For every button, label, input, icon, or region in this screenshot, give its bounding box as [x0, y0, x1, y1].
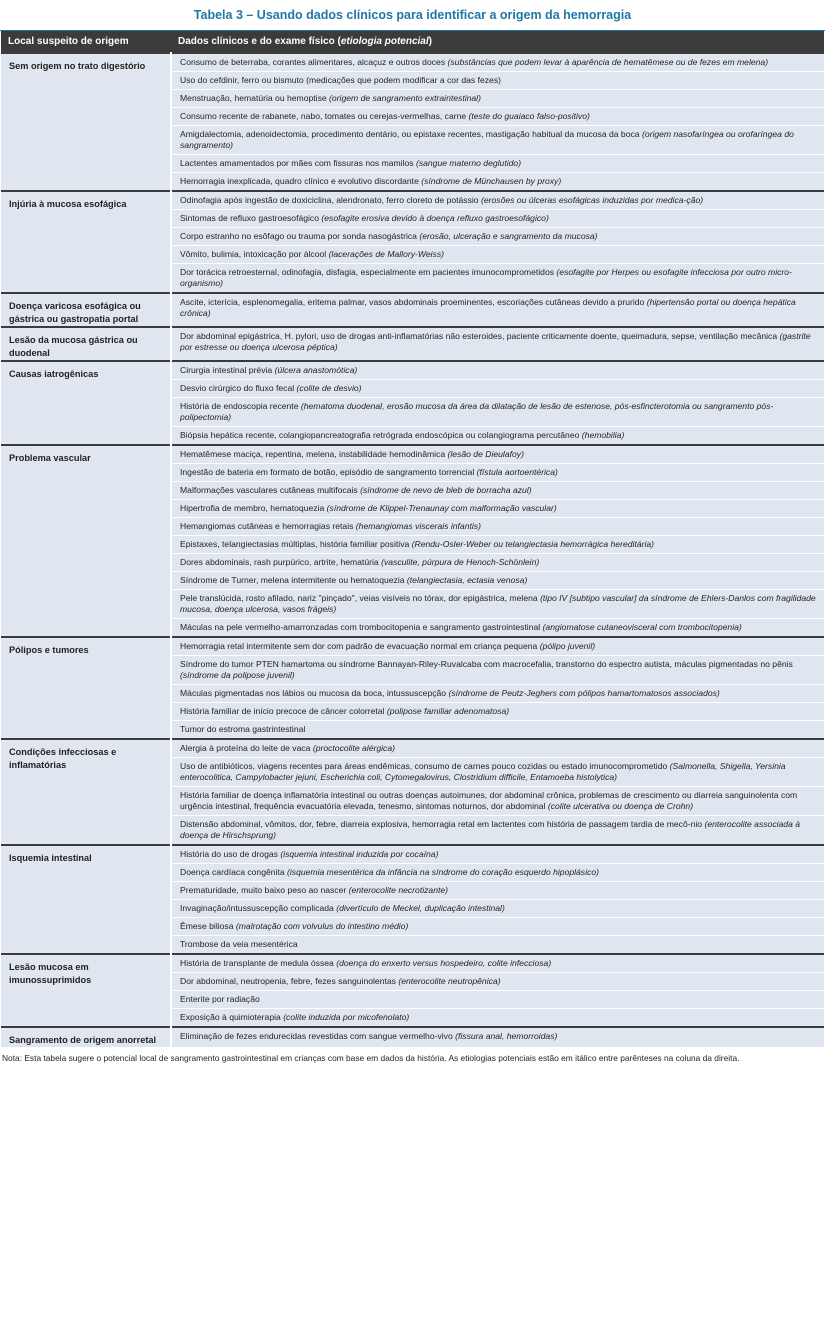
clinical-data-cell — [171, 703, 824, 721]
potential-etiology-text: (proctocolite alérgica) — [312, 743, 395, 753]
clinical-finding-text: Dores abdominais, rash purpúrico, artrite, hematúria — [180, 557, 382, 567]
clinical-data-cell — [171, 685, 824, 703]
clinical-finding-text: Exposição à quimioterapia — [180, 1012, 284, 1022]
clinical-data-cell — [171, 758, 824, 787]
potential-etiology-text: (sangue materno deglutido) — [415, 158, 522, 168]
potential-etiology-text: (isquemia mesentérica da infância na síndrome do coração esquerdo hipoplásico) — [287, 867, 599, 877]
potential-etiology-text: (síndrome de Münchausen by proxy) — [421, 176, 562, 186]
clinical-finding-text: Hipertrofia de membro, hematoquezia — [180, 503, 327, 513]
clinical-finding-text: Vômito, bulimia, intoxicação por álcool — [180, 249, 329, 259]
clinical-data-cell — [171, 572, 824, 590]
clinical-data-cell — [171, 500, 824, 518]
clinical-data-cell — [171, 739, 824, 758]
clinical-data-cell — [171, 246, 824, 264]
potential-etiology-text: (esofagite por Herpes ou esofagite infecciosa por outro micro-organismo) — [180, 267, 792, 288]
clinical-finding-text: História de transplante de medula óssea — [180, 958, 337, 968]
clinical-data-cell — [171, 482, 824, 500]
clinical-data-cell — [171, 126, 824, 155]
clinical-finding-text: Síndrome de Turner, melena intermitente ou hematoquezia — [180, 575, 407, 585]
suspected-site-cell: Pólipos e tumores — [1, 637, 171, 739]
clinical-finding-text: Cirurgia intestinal prévia — [180, 365, 275, 375]
clinical-data-cell — [171, 191, 824, 210]
clinical-data-cell — [171, 900, 824, 918]
potential-etiology-text: (Salmonella, Shigella, Yersinia enterocolitica, Campylobacter jejuni, Escherichia coli, Cytomegalovirus, Clostridium difficile, Entamoeba histolytica) — [180, 761, 786, 782]
clinical-data-cell — [171, 327, 824, 361]
table-body — [1, 53, 824, 1047]
potential-etiology-text: (vasculite, púrpura de Henoch-Schönlein) — [381, 557, 540, 567]
suspected-site-cell: Lesão da mucosa gástrica ou duodenal — [1, 327, 171, 361]
potential-etiology-text: (esofagite erosiva devido à doença refluxo gastroesofágico) — [321, 213, 549, 223]
table-header-row — [1, 31, 824, 53]
clinical-finding-text: Dor abdominal, neutropenia, febre, fezes sanguinolentas — [180, 976, 399, 986]
clinical-finding-text: Tumor do estroma gastrintestinal — [180, 724, 306, 734]
clinical-data-cell — [171, 590, 824, 619]
potential-etiology-text: (malrotação com volvulus do intestino médio) — [235, 921, 409, 931]
header-close-paren: ) — [428, 36, 432, 47]
clinical-finding-text: Doença cardíaca congênita — [180, 867, 288, 877]
clinical-data-cell — [171, 90, 824, 108]
clinical-finding-text: Eliminação de fezes endurecidas revestidas com sangue vermelho-vivo — [180, 1031, 456, 1041]
table-row — [1, 361, 824, 380]
clinical-data-cell — [171, 864, 824, 882]
potential-etiology-text: (origem nasofaríngea ou orofaríngea do sangramento) — [180, 129, 794, 150]
potential-etiology-text: (tipo IV [subtipo vascular] da síndrome de Ehlers-Danlos com fragilidade mucosa, doença ulcerosa, vasos frágeis) — [180, 593, 816, 614]
clinical-finding-text: Dor torácica retroesternal, odinofagia, disfagia, especialmente em pacientes imunocomprometidos — [180, 267, 557, 277]
clinical-finding-text: Menstruação, hematúria ou hemoptise — [180, 93, 330, 103]
clinical-data-cell — [171, 845, 824, 864]
clinical-finding-text: Amigdalectomia, adenoidectomia, procedimento dentário, ou epistaxe recentes, mastigação habitual da mucosa da boca — [180, 129, 642, 139]
clinical-data-cell — [171, 637, 824, 656]
potential-etiology-text: (enterocolite necrotizante) — [348, 885, 448, 895]
clinical-data-cell — [171, 398, 824, 427]
potential-etiology-text: (divertículo de Meckel, duplicação intestinal) — [336, 903, 505, 913]
potential-etiology-text: (síndrome de nevo de bleb de borracha azul) — [360, 485, 532, 495]
clinical-finding-text: Distensão abdominal, vômitos, dor, febre, diarreia explosiva, hemorragia retal em lactentes com história de passagem tardia de mecô-nio — [180, 819, 705, 829]
potential-etiology-text: (fissura anal, hemorroidas) — [455, 1031, 558, 1041]
table-title: Tabela 3 – Usando dados clínicos para identificar a origem da hemorragia — [0, 0, 825, 31]
clinical-finding-text: Êmese biliosa — [180, 921, 236, 931]
potential-etiology-text: (enterocolite neutropênica) — [398, 976, 501, 986]
clinical-finding-text: História do uso de drogas — [180, 849, 281, 859]
potential-etiology-text: (colite ulcerativa ou doença de Crohn) — [547, 801, 694, 811]
table-row — [1, 954, 824, 973]
header-clinical-data — [171, 31, 824, 53]
potential-etiology-text: (hipertensão portal ou doença hepática crônica) — [180, 297, 796, 318]
header-etiology-text: etiologia potencial — [340, 36, 429, 47]
clinical-finding-text: Ingestão de bateria em formato de botão, episódio de sangramento torrencial — [180, 467, 477, 477]
clinical-finding-text: Hemorragia retal intermitente sem dor com padrão de evacuação normal em criança pequena — [180, 641, 540, 651]
potential-etiology-text: (erosão, ulceração e sangramento da mucosa) — [419, 231, 598, 241]
clinical-data-cell — [171, 445, 824, 464]
clinical-data-cell — [171, 973, 824, 991]
clinical-data-cell — [171, 210, 824, 228]
potential-etiology-text: (hemangiomas viscerais infantis) — [355, 521, 481, 531]
table-row — [1, 739, 824, 758]
clinical-data-cell — [171, 1027, 824, 1047]
potential-etiology-text: (fístula aortoentérica) — [476, 467, 558, 477]
clinical-data-cell — [171, 721, 824, 740]
potential-etiology-text: (hemobilia) — [581, 430, 625, 440]
clinical-data-table — [1, 31, 824, 1047]
suspected-site-cell: Lesão mucosa em imunossuprimidos — [1, 954, 171, 1027]
clinical-finding-text: Alergia à proteína do leite de vaca — [180, 743, 313, 753]
clinical-finding-text: Síndrome do tumor PTEN hamartoma ou síndrome Bannayan-Riley-Ruvalcaba com macrocefalia, transtorno do espectro autista, máculas pigmentadas no pênis — [180, 659, 793, 669]
clinical-data-cell — [171, 155, 824, 173]
potential-etiology-text: (colite de desvio) — [296, 383, 362, 393]
table-row — [1, 191, 824, 210]
potential-etiology-text: (úlcera anastomótica) — [274, 365, 358, 375]
header-suspected-site: Local suspeito de origem — [1, 31, 171, 53]
clinical-data-cell — [171, 464, 824, 482]
clinical-finding-text: Consumo de beterraba, corantes alimentares, alcaçuz e outros doces — [180, 57, 448, 67]
clinical-data-cell — [171, 816, 824, 846]
potential-etiology-text: (gastrite por estresse ou doença ulcerosa péptica) — [180, 331, 811, 352]
clinical-finding-text: Odinofagia após ingestão de doxiciclina, alendronato, ferro cloreto de potássio — [180, 195, 481, 205]
suspected-site-cell: Sangramento de origem anorretal — [1, 1027, 171, 1047]
table-note: Nota: Esta tabela sugere o potencial local de sangramento gastrointestinal em crianças com base em dados da história. As etiologias potenciais estão em itálico entre parênteses na coluna da direita. — [2, 1053, 740, 1063]
clinical-data-cell — [171, 656, 824, 685]
clinical-finding-text: Desvio cirúrgico do fluxo fecal — [180, 383, 297, 393]
clinical-data-cell — [171, 108, 824, 126]
potential-etiology-text: (isquemia intestinal induzida por cocaína) — [280, 849, 439, 859]
clinical-finding-text: Máculas na pele vermelho-amarronzadas com trombocitopenia e sangramento gastrointestinal — [180, 622, 543, 632]
clinical-data-cell — [171, 882, 824, 900]
clinical-data-cell — [171, 787, 824, 816]
clinical-data-cell — [171, 380, 824, 398]
table-row — [1, 53, 824, 72]
clinical-finding-text: Hemorragia inexplicada, quadro clínico e evolutivo discordante — [180, 176, 422, 186]
suspected-site-cell: Sem origem no trato digestório — [1, 53, 171, 191]
suspected-site-cell: Isquemia intestinal — [1, 845, 171, 954]
suspected-site-cell: Condições infecciosas e inflamatórias — [1, 739, 171, 845]
clinical-finding-text: História de endoscopia recente — [180, 401, 301, 411]
clinical-finding-text: Ascite, icterícia, esplenomegalia, eritema palmar, vasos abdominais proeminentes, escoriações cutâneas devido a prurido — [180, 297, 647, 307]
clinical-data-cell — [171, 954, 824, 973]
potential-etiology-text: (síndrome da polipose juvenil) — [180, 670, 295, 680]
suspected-site-cell: Causas iatrogênicas — [1, 361, 171, 445]
potential-etiology-text: (teste do guaiaco falso-positivo) — [468, 111, 590, 121]
clinical-finding-text: Uso do cefdinir, ferro ou bismuto (medicações que podem modificar a cor das fezes) — [180, 75, 501, 85]
clinical-data-cell — [171, 228, 824, 246]
potential-etiology-text: (lesão de Dieulafoy) — [447, 449, 524, 459]
clinical-finding-text: Máculas pigmentadas nos lábios ou mucosa da boca, intussuscepção — [180, 688, 449, 698]
clinical-finding-text: Corpo estranho no esôfago ou trauma por sonda nasogástrica — [180, 231, 420, 241]
table-row — [1, 845, 824, 864]
clinical-finding-text: Invaginação/intussuscepção complicada — [180, 903, 337, 913]
clinical-data-cell — [171, 619, 824, 638]
clinical-data-cell — [171, 173, 824, 192]
clinical-finding-text: Uso de antibióticos, viagens recentes para áreas endêmicas, consumo de carnes pouco cozidas ou estado imunocomprometido — [180, 761, 670, 771]
table-row — [1, 445, 824, 464]
clinical-finding-text: Enterite por radiação — [180, 994, 260, 1004]
table-row — [1, 293, 824, 327]
clinical-finding-text: Trombose da veia mesentérica — [180, 939, 298, 949]
potential-etiology-text: (hematoma duodenal, erosão mucosa da área da dilatação de lesão de estenose, pós-esfincterotomia ou sangramento pós-polipectomia) — [180, 401, 774, 422]
clinical-finding-text: Hematêmese maciça, repentina, melena, instabilidade hemodinâmica — [180, 449, 448, 459]
clinical-finding-text: História familiar de doença inflamatória intestinal ou outras doenças autoimunes, dor abdominal crônica, problemas de crescimento ou diarreia sanguinolenta com urgência intestinal, frequência evacuatória elevada, tenesmo, sintomas noturnos, dor abdominal — [180, 790, 798, 811]
table-row — [1, 327, 824, 361]
header-clinical-data-text: Dados clínicos e do exame físico ( — [178, 36, 341, 47]
potential-etiology-text: (erosões ou úlceras esofágicas induzidas por medica-ção) — [480, 195, 704, 205]
suspected-site-cell: Injúria à mucosa esofágica — [1, 191, 171, 293]
clinical-data-cell — [171, 264, 824, 294]
clinical-finding-text: Epistaxes, telangiectasias múltiplas, história familiar positiva — [180, 539, 412, 549]
clinical-finding-text: História familiar de início precoce de câncer colorretal — [180, 706, 387, 716]
clinical-finding-text: Malformações vasculares cutâneas multifocais — [180, 485, 361, 495]
table-row — [1, 1027, 824, 1047]
clinical-data-cell — [171, 518, 824, 536]
clinical-finding-text: Lactentes amamentados por mães com fissuras nos mamilos — [180, 158, 416, 168]
clinical-data-cell — [171, 293, 824, 327]
clinical-finding-text: Pele translúcida, rosto afilado, nariz "pinçado", veias visíveis no tórax, dor epigástrica, melena — [180, 593, 541, 603]
potential-etiology-text: (colite induzida por micofenolato) — [283, 1012, 410, 1022]
clinical-data-cell — [171, 427, 824, 446]
potential-etiology-text: (angiomatose cutaneovisceral com trombocitopenia) — [542, 622, 742, 632]
potential-etiology-text: (pólipo juvenil) — [539, 641, 596, 651]
potential-etiology-text: (substâncias que podem levar à aparência de hematêmese ou de fezes em melena) — [447, 57, 769, 67]
clinical-data-cell — [171, 918, 824, 936]
clinical-data-cell — [171, 554, 824, 572]
suspected-site-cell: Doença varicosa esofágica ou gástrica ou gastropatia portal — [1, 293, 171, 327]
clinical-data-cell — [171, 72, 824, 90]
clinical-data-cell — [171, 361, 824, 380]
potential-etiology-text: (enterocolite associada à doença de Hirschsprung) — [180, 819, 801, 840]
clinical-data-cell — [171, 936, 824, 955]
clinical-finding-text: Sintomas de refluxo gastroesofágico — [180, 213, 322, 223]
potential-etiology-text: (síndrome de Klippel-Trenaunay com malformação vascular) — [326, 503, 557, 513]
potential-etiology-text: (síndrome de Peutz-Jeghers com pólipos hamartomatosos associados) — [448, 688, 720, 698]
clinical-finding-text: Biópsia hepática recente, colangiopancreatografia retrógrada endoscópica ou colangiograma percutâneo — [180, 430, 582, 440]
clinical-data-cell — [171, 1009, 824, 1028]
clinical-data-cell — [171, 536, 824, 554]
potential-etiology-text: (telangiectasia, ectasia venosa) — [406, 575, 528, 585]
clinical-finding-text: Dor abdominal epigástrica, H. pylori, uso de drogas anti-inflamatórias não esteroides, paciente criticamente doente, queimadura, sepse, ventilação mecânica — [180, 331, 780, 341]
table-row — [1, 637, 824, 656]
clinical-finding-text: Consumo recente de rabanete, nabo, tomates ou cerejas-vermelhas, carne — [180, 111, 469, 121]
potential-etiology-text: (doença do enxerto versus hospedeiro, colite infecciosa) — [336, 958, 552, 968]
potential-etiology-text: (origem de sangramento extraintestinal) — [329, 93, 481, 103]
potential-etiology-text: (Rendu-Osler-Weber ou telangiectasia hemorrágica hereditária) — [411, 539, 654, 549]
clinical-finding-text: Prematuridade, muito baixo peso ao nascer — [180, 885, 349, 895]
potential-etiology-text: (lacerações de Mallory-Weiss) — [328, 249, 444, 259]
suspected-site-cell: Problema vascular — [1, 445, 171, 637]
potential-etiology-text: (polipose familiar adenomatosa) — [386, 706, 510, 716]
clinical-data-cell — [171, 53, 824, 72]
clinical-data-cell — [171, 991, 824, 1009]
clinical-finding-text: Hemangiomas cutâneas e hemorragias retais — [180, 521, 356, 531]
